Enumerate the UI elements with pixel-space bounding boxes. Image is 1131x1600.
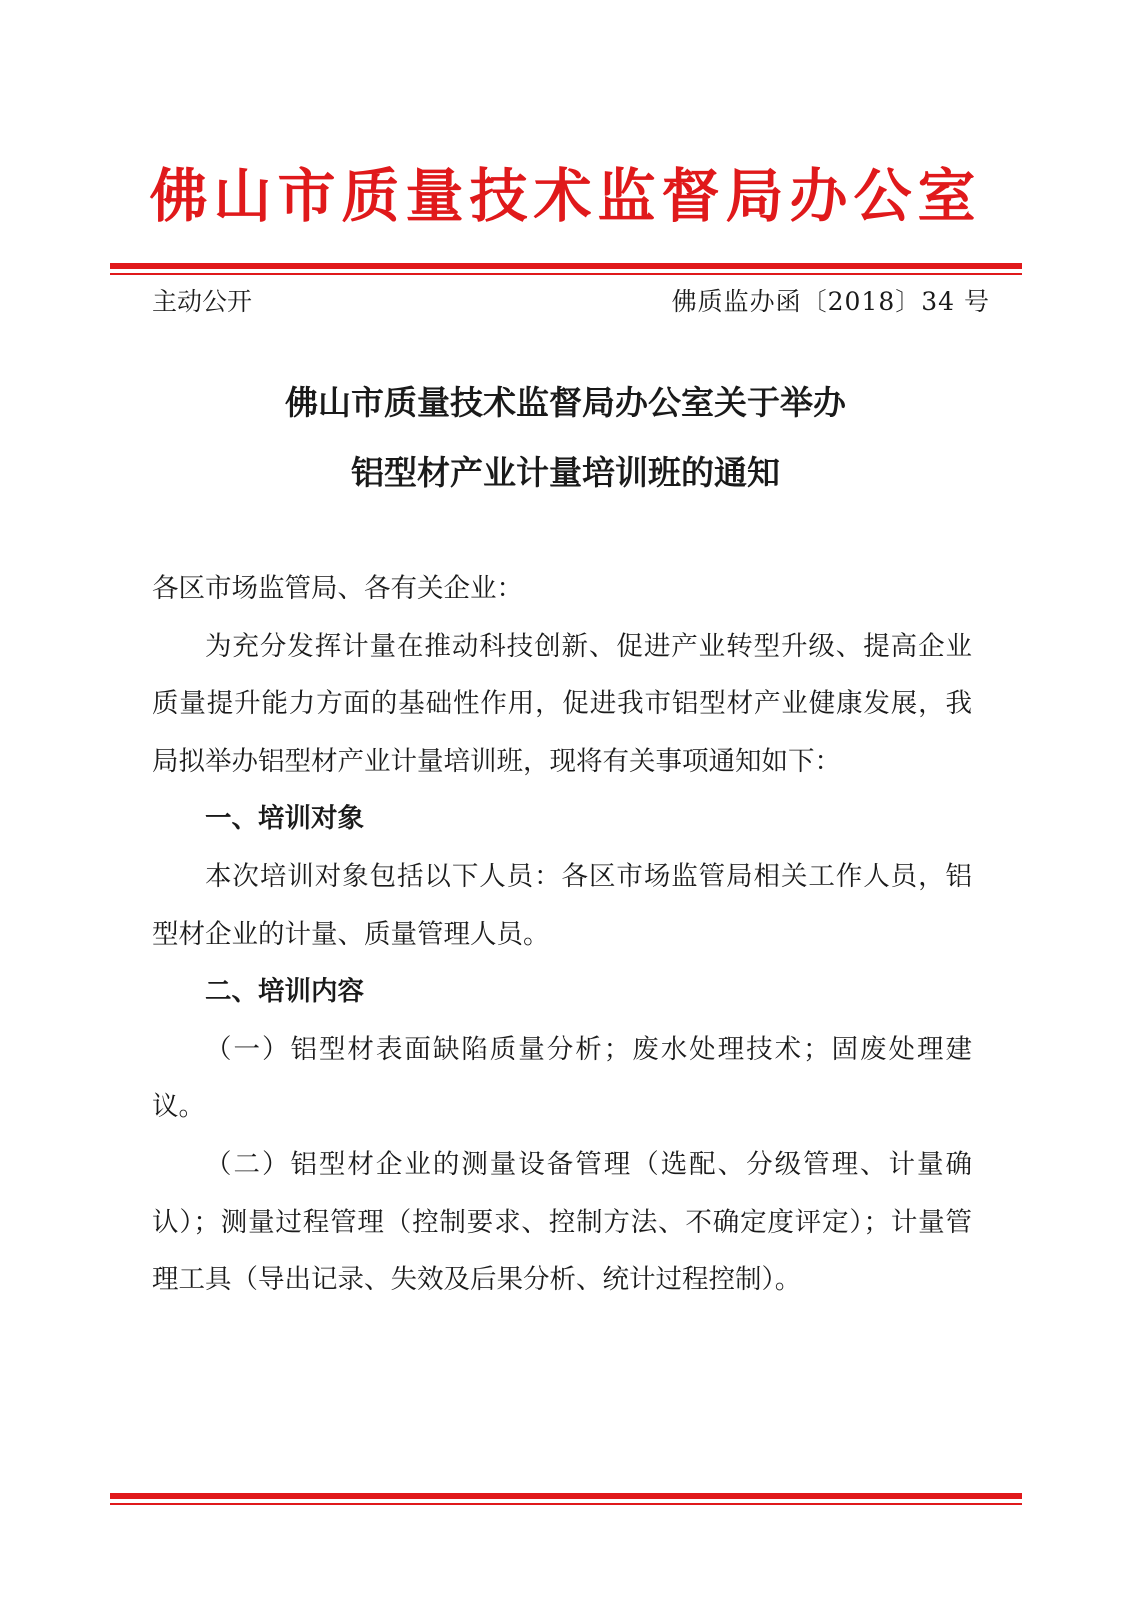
section-2-item-2: （二）铝型材企业的测量设备管理（选配、分级管理、计量确认）；测量过程管理（控制要求、控制方法、不确定度评定）；计量管理工具（导出记录、失效及后果分析、统计过程控制）。 — [152, 1148, 972, 1296]
document-meta — [152, 285, 990, 319]
title-line-2: 铝型材产业计量培训班的通知 — [351, 453, 780, 492]
section-1-paragraph: 本次培训对象包括以下人员：各区市场监管局相关工作人员，铝型材企业的计量、质量管理人员。 — [152, 860, 972, 950]
disclosure-label: 主动公开 — [152, 287, 253, 316]
issuer-masthead: 佛山市质量技术监督局办公室 — [149, 162, 982, 230]
section-2-heading: 二、培训内容 — [205, 976, 364, 1008]
footer-rule-thin — [110, 1503, 1022, 1505]
document-number: 佛质监办函〔2018〕34 号 — [671, 287, 990, 316]
intro-paragraph: 为充分发挥计量在推动科技创新、促进产业转型升级、提高企业质量提升能力方面的基础性作用，促进我市铝型材产业健康发展，我局拟举办铝型材产业计量培训班，现将有关事项通知如下： — [152, 630, 972, 777]
footer-rule-thick — [110, 1493, 1022, 1499]
section-2-item-1: （一）铝型材表面缺陷质量分析；废水处理技术；固废处理建议。 — [152, 1033, 972, 1123]
document-title — [0, 368, 1131, 508]
document-body — [152, 560, 972, 1309]
title-line-1: 佛山市质量技术监督局办公室关于举办 — [285, 383, 846, 422]
header-rule-thin — [110, 273, 1022, 275]
section-1-heading: 一、培训对象 — [205, 803, 364, 835]
header-rule-thick — [110, 263, 1022, 269]
salutation: 各区市场监管局、各有关企业： — [152, 573, 523, 604]
